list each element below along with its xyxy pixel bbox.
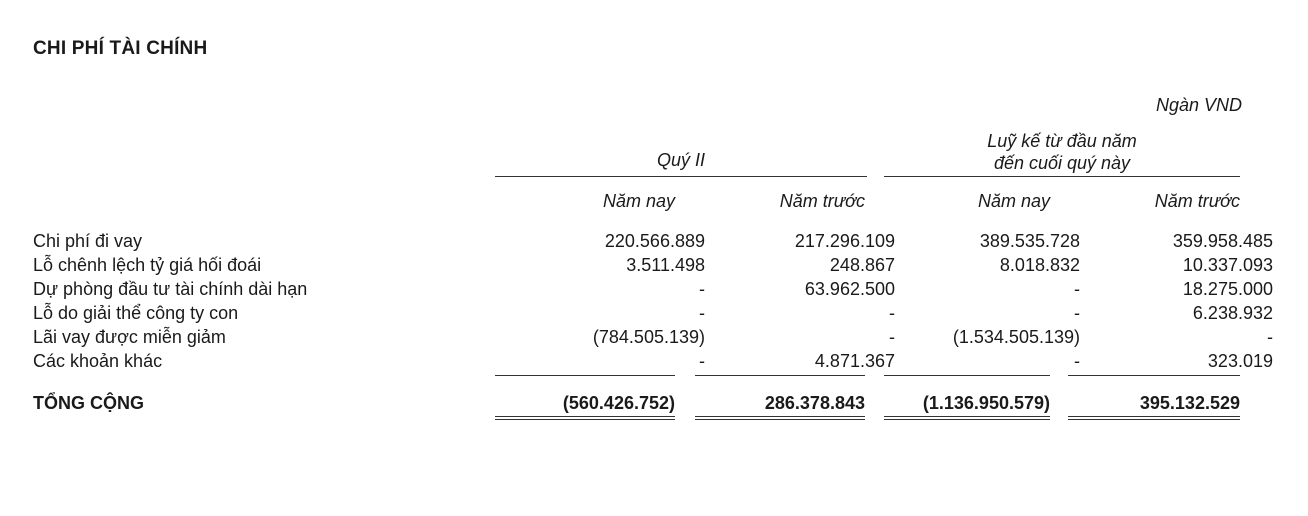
cell-value: 6.238.932 xyxy=(1192,303,1273,323)
group-underline-ytd xyxy=(884,176,1240,177)
cell-value: (784.505.139) xyxy=(592,327,705,347)
cell-value: - xyxy=(699,303,705,323)
cell-value: 323.019 xyxy=(1207,351,1273,371)
table-row xyxy=(33,349,1273,373)
column-header-q-last-year: Năm trước xyxy=(779,191,865,211)
cell-value: (1.534.505.139) xyxy=(952,327,1080,347)
total-label: TỔNG CỘNG xyxy=(33,393,144,413)
cell-value: 248.867 xyxy=(829,255,895,275)
cell-value: 359.958.485 xyxy=(1172,231,1273,251)
row-label: Lỗ do giải thể công ty con xyxy=(33,303,239,323)
cell-value: 217.296.109 xyxy=(794,231,895,251)
expense-table xyxy=(33,229,1273,373)
cell-value: 4.871.367 xyxy=(814,351,895,371)
total-double-rule xyxy=(884,419,1050,420)
table-row xyxy=(33,325,1273,349)
total-double-rule xyxy=(695,416,865,417)
subtotal-rule xyxy=(495,375,675,376)
group-underline-quarter xyxy=(495,176,867,177)
total-value: 395.132.529 xyxy=(1139,393,1240,413)
total-double-rule xyxy=(695,419,865,420)
row-label: Lãi vay được miễn giảm xyxy=(33,327,226,347)
subtotal-rule xyxy=(695,375,865,376)
total-double-rule xyxy=(495,416,675,417)
cell-value: 10.337.093 xyxy=(1182,255,1273,275)
total-double-rule xyxy=(884,416,1050,417)
cell-value: 389.535.728 xyxy=(979,231,1080,251)
column-header-ytd-this-year: Năm nay xyxy=(977,191,1050,211)
row-label: Lỗ chênh lệch tỷ giá hối đoái xyxy=(33,255,262,275)
row-label: Dự phòng đầu tư tài chính dài hạn xyxy=(33,279,308,299)
total-value: 286.378.843 xyxy=(764,393,865,413)
table-row xyxy=(33,301,1273,325)
subtotal-rule xyxy=(1068,375,1240,376)
cell-value: - xyxy=(889,303,895,323)
row-label: Các khoản khác xyxy=(33,351,163,371)
table-row xyxy=(33,277,1273,301)
section-title: CHI PHÍ TÀI CHÍNH xyxy=(33,38,208,59)
cell-value: 18.275.000 xyxy=(1182,279,1273,299)
cell-value: 8.018.832 xyxy=(999,255,1080,275)
cell-value: - xyxy=(1074,279,1080,299)
cell-value: - xyxy=(1267,327,1273,347)
currency-unit: Ngàn VND xyxy=(1155,95,1242,115)
total-double-rule xyxy=(1068,419,1240,420)
cell-value: - xyxy=(699,351,705,371)
cell-value: 220.566.889 xyxy=(604,231,705,251)
cell-value: - xyxy=(1074,303,1080,323)
total-double-rule xyxy=(495,419,675,420)
cell-value: 3.511.498 xyxy=(626,255,705,275)
row-label: Chi phí đi vay xyxy=(33,231,143,251)
cell-value: - xyxy=(699,279,705,299)
group-header-ytd-line1: Luỹ kế từ đầu năm xyxy=(987,131,1137,151)
group-header-ytd-line2: đến cuối quý này xyxy=(993,153,1131,173)
table-row xyxy=(33,229,1273,253)
cell-value: - xyxy=(1074,351,1080,371)
total-value: (560.426.752) xyxy=(562,393,675,413)
table-row xyxy=(33,253,1273,277)
column-header-q-this-year: Năm nay xyxy=(602,191,675,211)
total-value: (1.136.950.579) xyxy=(922,393,1050,413)
group-header-ytd xyxy=(884,130,1240,174)
column-header-ytd-last-year: Năm trước xyxy=(1154,191,1240,211)
cell-value: 63.962.500 xyxy=(804,279,895,299)
total-double-rule xyxy=(1068,416,1240,417)
cell-value: - xyxy=(889,327,895,347)
group-header-quarter: Quý II xyxy=(656,150,705,170)
subtotal-rule xyxy=(884,375,1050,376)
